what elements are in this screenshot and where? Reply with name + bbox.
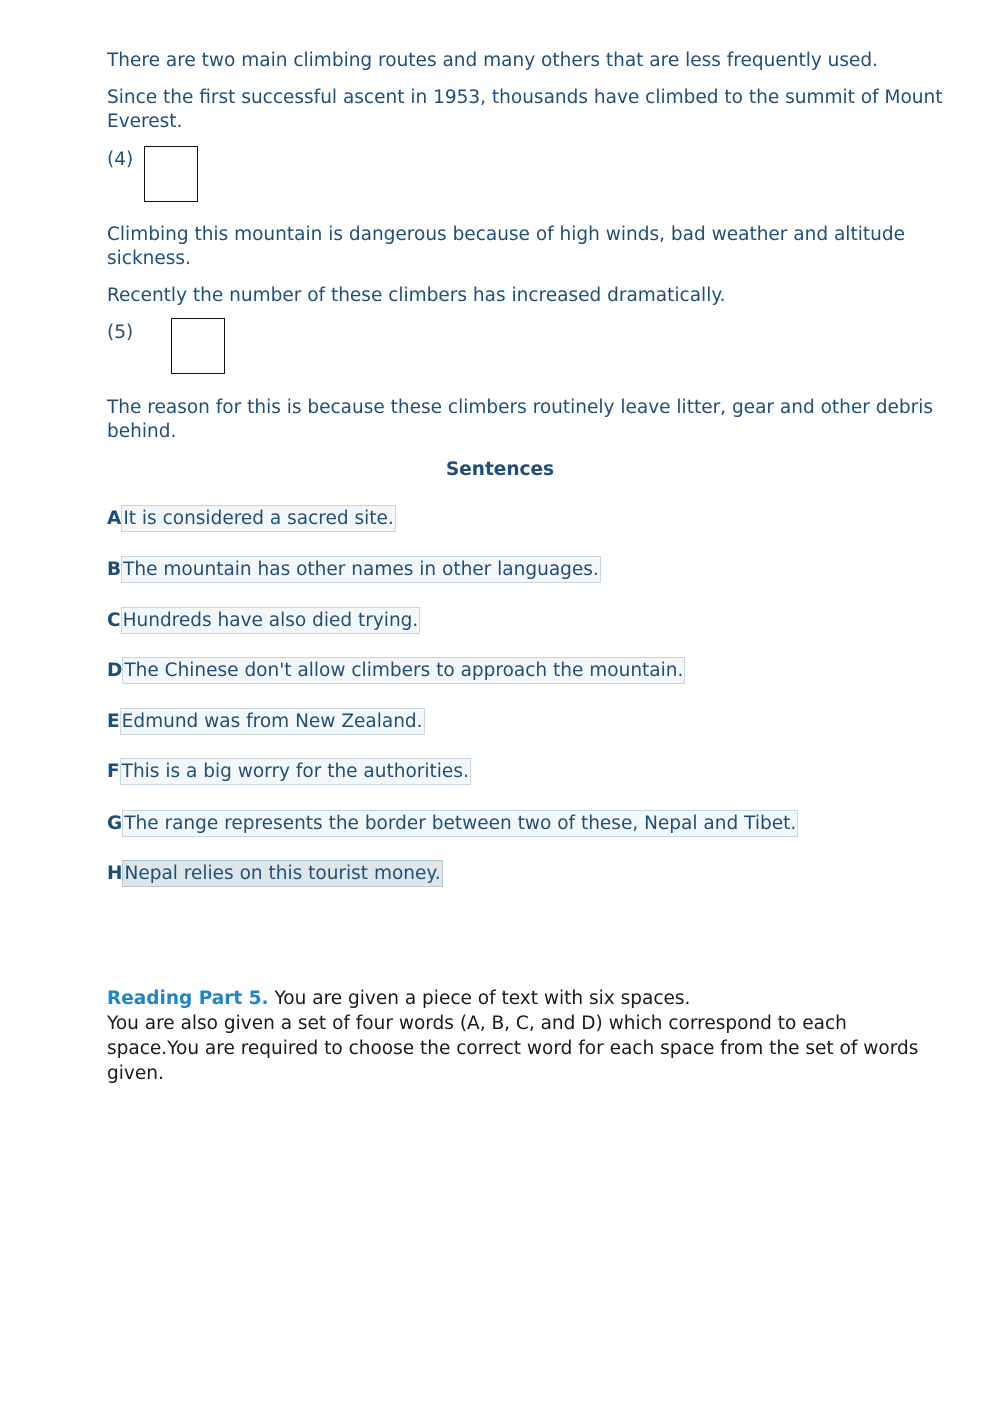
instructions-text-1: You are given a piece of text with six spaces.	[268, 988, 691, 1009]
passage-line-1: There are two main climbing routes and many others that are less frequently used.	[107, 50, 879, 71]
reading-part-5-instructions	[107, 986, 937, 1086]
sentences-heading: Sentences	[445, 459, 555, 480]
instructions-title: Reading Part 5.	[107, 988, 269, 1009]
gap-5-label: (5)	[107, 322, 134, 343]
option-letter: B	[107, 559, 122, 580]
draggable-sentence[interactable]: Hundreds have also died trying.	[121, 607, 421, 634]
option-letter: D	[107, 660, 123, 681]
draggable-sentence[interactable]: Nepal relies on this tourist money.	[122, 860, 442, 887]
sentence-option-h	[107, 860, 443, 887]
gap-4-label: (4)	[107, 149, 134, 170]
passage-line-4: Recently the number of these climbers has increased dramatically.	[107, 285, 726, 306]
option-letter: H	[107, 863, 123, 884]
draggable-sentence[interactable]: This is a big worry for the authorities.	[120, 758, 471, 785]
draggable-sentence[interactable]: The mountain has other names in other languages.	[121, 556, 601, 583]
option-letter: G	[107, 813, 123, 834]
gap-5-dropzone[interactable]	[171, 318, 225, 374]
draggable-sentence[interactable]: It is considered a sacred site.	[121, 505, 395, 532]
option-letter: E	[107, 711, 120, 732]
draggable-sentence[interactable]: Edmund was from New Zealand.	[120, 708, 425, 735]
draggable-sentence[interactable]: The Chinese don't allow climbers to approach the mountain.	[122, 657, 685, 684]
sentence-option-c	[107, 607, 420, 634]
sentence-option-e	[107, 708, 425, 735]
sentence-option-b	[107, 556, 601, 583]
sentence-option-d	[107, 657, 685, 684]
passage-line-5: The reason for this is because these climbers routinely leave litter, gear and other debris behind.	[107, 397, 933, 442]
sentence-option-f	[107, 758, 471, 785]
option-letter: F	[107, 761, 120, 782]
option-letter: C	[107, 610, 121, 631]
gap-4-dropzone[interactable]	[144, 146, 198, 202]
instructions-text-2: You are also given a set of four words (A, B, C, and D) which correspond to each space.You are required to choose the correct word for each space from the set of words given.	[107, 1013, 919, 1084]
sentence-option-a	[107, 505, 396, 532]
option-letter: A	[107, 508, 122, 529]
passage-line-3: Climbing this mountain is dangerous because of high winds, bad weather and altitude sickness.	[107, 224, 905, 269]
passage-line-2: Since the first successful ascent in 1953, thousands have climbed to the summit of Mount Everest.	[107, 87, 943, 132]
sentence-option-g	[107, 810, 798, 837]
draggable-sentence[interactable]: The range represents the border between two of these, Nepal and Tibet.	[122, 810, 798, 837]
